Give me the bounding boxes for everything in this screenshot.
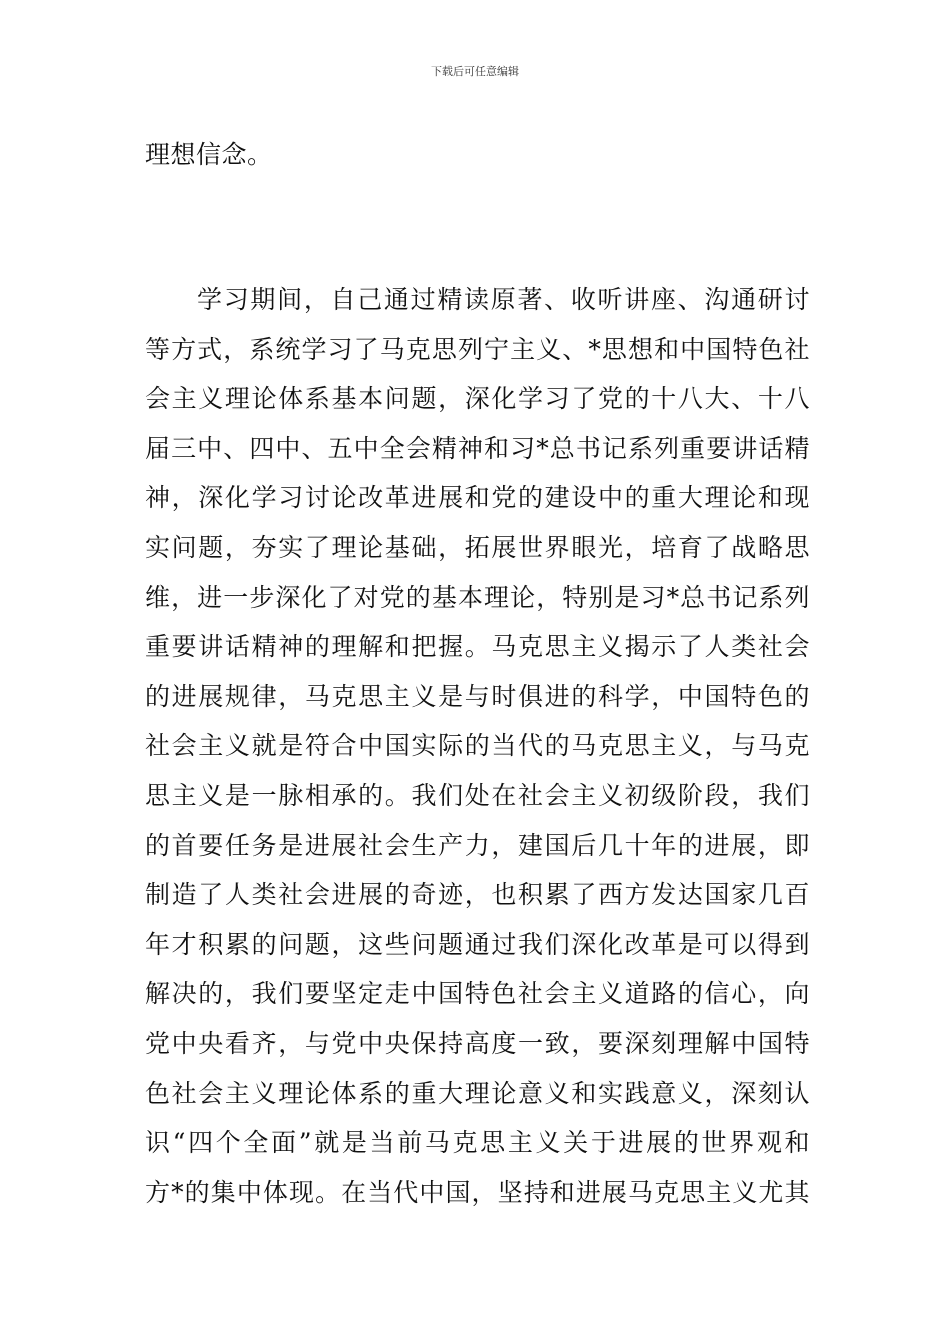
paragraph-line: 实问题，夯实了理论基础，拓展世界眼光，培育了战略思 — [145, 532, 810, 562]
paragraph-line: 维，进一步深化了对党的基本理论，特别是习*总书记系列 — [145, 582, 810, 612]
paragraph-line: 社会主义就是符合中国实际的当代的马克思主义，与马克 — [145, 731, 810, 761]
paragraph-line: 党中央看齐，与党中央保持高度一致，要深刻理解中国特 — [145, 1028, 810, 1058]
paragraph-line: 神，深化学习讨论改革进展和党的建设中的重大理论和现 — [145, 483, 810, 513]
paragraph-line: 色社会主义理论体系的重大理论意义和实践意义，深刻认 — [145, 1078, 810, 1108]
paragraph-fragment — [145, 130, 810, 180]
paragraph-line: 解决的，我们要坚定走中国特色社会主义道路的信心，向 — [145, 979, 810, 1009]
paragraph-line: 的首要任务是进展社会生产力，建国后几十年的进展，即 — [145, 830, 810, 860]
paragraph-line: 方*的集中体现。在当代中国，坚持和进展马克思主义尤其 — [145, 1177, 810, 1207]
body-paragraph — [145, 275, 810, 1217]
page-header: 下载后可任意编辑 — [431, 65, 519, 78]
paragraph-line: 等方式，系统学习了马克思列宁主义、*思想和中国特色社 — [145, 334, 810, 364]
paragraph-line: 理想信念。 — [145, 140, 273, 169]
paragraph-line: 会主义理论体系基本问题，深化学习了党的十八大、十八 — [145, 384, 810, 414]
paragraph-line: 学习期间，自己通过精读原著、收听讲座、沟通研讨 — [197, 285, 810, 314]
paragraph-line: 的进展规律，马克思主义是与时俱进的科学，中国特色的 — [145, 681, 810, 711]
paragraph-line: 届三中、四中、五中全会精神和习*总书记系列重要讲话精 — [145, 433, 810, 463]
paragraph-line: 制造了人类社会进展的奇迹，也积累了西方发达国家几百 — [145, 880, 810, 910]
paragraph-line: 重要讲话精神的理解和把握。马克思主义揭示了人类社会 — [145, 632, 810, 662]
paragraph-line: 年才积累的问题，这些问题通过我们深化改革是可以得到 — [145, 929, 810, 959]
paragraph-line: 识“四个全面”就是当前马克思主义关于进展的世界观和 — [145, 1128, 810, 1158]
paragraph-line: 思主义是一脉相承的。我们处在社会主义初级阶段，我们 — [145, 780, 810, 810]
